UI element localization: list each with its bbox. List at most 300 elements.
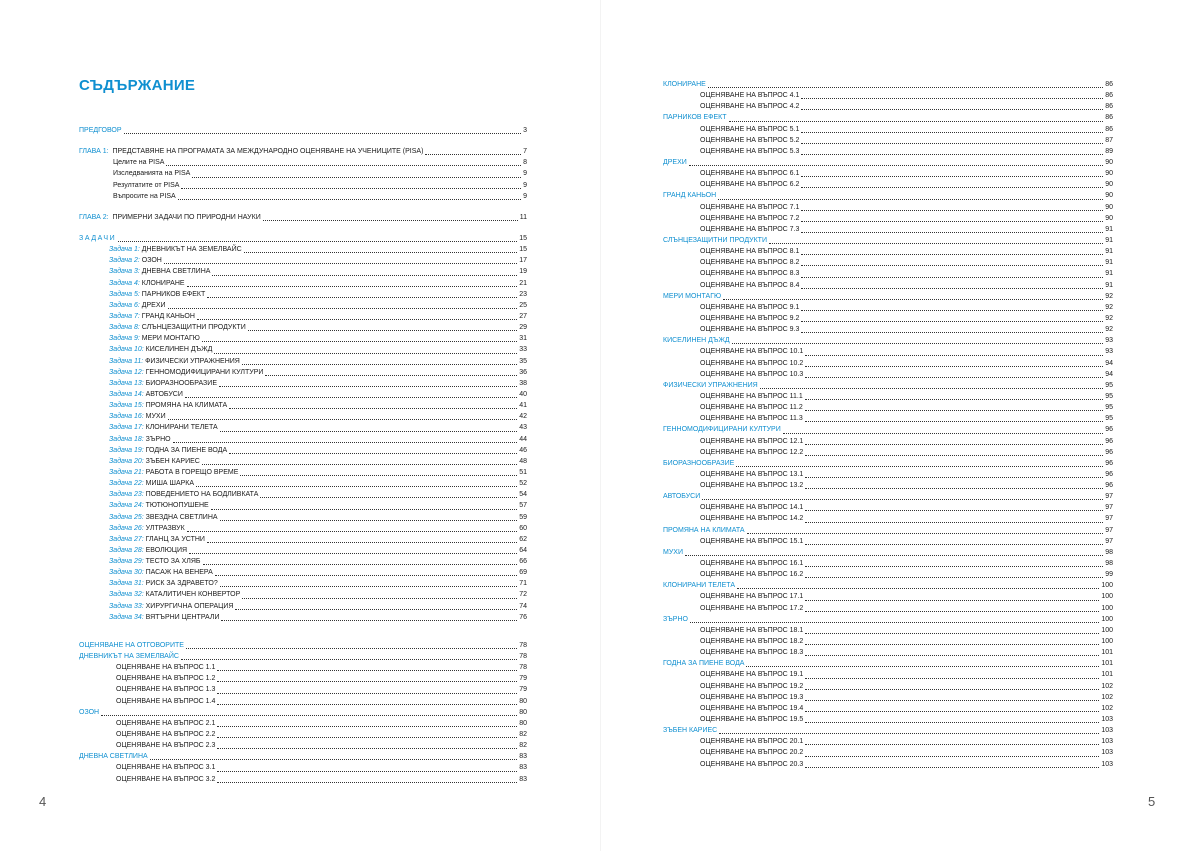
toc-entry-scoring-group[interactable]: [663, 725, 1113, 736]
task-prefix: Задача 2:: [109, 257, 140, 265]
toc-page-number: 8: [523, 159, 527, 167]
dot-leader: [229, 407, 517, 409]
toc-entry-label: ОЦЕНЯВАНЕ НА ВЪПРОС 5.3: [700, 147, 800, 155]
toc-entry-scoring-group[interactable]: [663, 79, 1113, 90]
task-prefix: Задача 1:: [109, 246, 140, 254]
toc-entry-label-group: [113, 191, 176, 202]
toc-entry-task[interactable]: [79, 512, 527, 523]
dot-leader: [801, 320, 1103, 322]
toc-entry-label-group: [663, 380, 758, 391]
toc-entry-task[interactable]: [79, 422, 527, 433]
toc-entry-label-group: [700, 135, 799, 146]
toc-entry-task[interactable]: [79, 344, 527, 355]
dot-leader: [737, 587, 1099, 589]
toc-entry-scoring-group[interactable]: [663, 291, 1113, 302]
toc-page-number: 25: [519, 301, 527, 309]
toc-entry-label-group: [700, 747, 803, 758]
toc-entry-scoring-question[interactable]: [663, 703, 1113, 714]
toc-entry-scoring-question[interactable]: [79, 684, 527, 695]
task-prefix: Задача 15:: [109, 402, 144, 410]
toc-entry-scoring-question[interactable]: [663, 101, 1113, 112]
dot-leader: [217, 770, 517, 772]
toc-entry-label: ПОВЕДЕНИЕТО НА БОДЛИВКАТА: [145, 491, 259, 499]
toc-entry-label-group: [700, 603, 803, 614]
toc-entry-scoring-question[interactable]: [663, 90, 1113, 101]
toc-page-number: 31: [519, 335, 527, 343]
task-prefix: Задача 22:: [109, 480, 144, 488]
toc-entry-scoring-group[interactable]: [663, 190, 1113, 201]
toc-entry-task[interactable]: [79, 523, 527, 534]
toc-entry-task[interactable]: [79, 311, 527, 322]
toc-entry-task[interactable]: [79, 255, 527, 266]
toc-entry-label: ОЦЕНЯВАНЕ НА ВЪПРОС 10.3: [700, 370, 804, 378]
toc-entry-scoring-question[interactable]: [663, 647, 1113, 658]
toc-entry-scoring-question[interactable]: [663, 681, 1113, 692]
toc-entry-label-group: [109, 467, 238, 478]
toc-entry-label: Целите на PISA: [113, 159, 165, 167]
toc-entry-scoring-question[interactable]: [663, 369, 1113, 380]
toc-entry-label-group: [663, 79, 706, 90]
toc-entry-label-group: [663, 235, 767, 246]
toc-page-number: 97: [1105, 526, 1113, 534]
left-scoring-groups: [79, 651, 527, 785]
toc-entry-task[interactable]: [79, 322, 527, 333]
toc-entry-task[interactable]: [79, 244, 527, 255]
toc-entry-label: ОЦЕНЯВАНЕ НА ВЪПРОС 17.2: [700, 604, 804, 612]
task-prefix: Задача 33:: [109, 602, 144, 610]
toc-entry-label: ОЦЕНЯВАНЕ НА ВЪПРОС 18.3: [700, 649, 804, 657]
toc-entry-label-group: [700, 101, 799, 112]
toc-page-number: 72: [519, 591, 527, 599]
dot-leader: [805, 721, 1099, 723]
toc-page-number: 7: [523, 148, 527, 156]
dot-leader: [173, 441, 518, 443]
toc-entry-scoring-question[interactable]: [663, 480, 1113, 491]
task-prefix: Задача 3:: [109, 268, 140, 276]
dot-leader: [729, 120, 1104, 122]
toc-page-number: 93: [1105, 337, 1113, 345]
dot-leader: [732, 342, 1104, 344]
toc-entry-chapter-1-item[interactable]: [79, 157, 527, 168]
toc-entry-scoring-question[interactable]: [663, 146, 1113, 157]
dot-leader: [263, 219, 518, 221]
toc-entry-label-group: [700, 714, 803, 725]
toc-entry-task[interactable]: [79, 478, 527, 489]
toc-entry-label: ПРЕДГОВОР: [79, 127, 122, 134]
toc-entry-scoring-group[interactable]: [663, 658, 1113, 669]
toc-entry-task[interactable]: [79, 367, 527, 378]
dot-leader: [221, 619, 517, 621]
toc-entry-scoring-group[interactable]: [79, 751, 527, 762]
dot-leader: [805, 565, 1103, 567]
toc-entry-scoring-question[interactable]: [663, 358, 1113, 369]
toc-entry-task[interactable]: [79, 300, 527, 311]
dot-leader: [215, 574, 517, 576]
toc-entry-label: ОЦЕНЯВАНЕ НА ВЪПРОС 14.1: [700, 504, 804, 512]
toc-page-number: 101: [1101, 649, 1113, 657]
dot-leader: [805, 409, 1103, 411]
toc-entry-label-group: [700, 213, 799, 224]
toc-entry-label-group: [109, 534, 205, 545]
toc-entry-label: ОЦЕНЯВАНЕ НА ВЪПРОС 15.1: [700, 537, 804, 545]
dot-leader: [805, 688, 1099, 690]
toc-entry-scoring-group[interactable]: [663, 491, 1113, 502]
dot-leader: [217, 680, 517, 682]
toc-entry-label-group: [79, 751, 148, 762]
dot-leader: [805, 454, 1103, 456]
toc-entry-label-group: [700, 625, 803, 636]
dot-leader: [187, 285, 518, 287]
toc-entry-scoring-question[interactable]: [79, 740, 527, 751]
toc-entry-scoring-question[interactable]: [663, 625, 1113, 636]
toc-entry-scoring-question[interactable]: [663, 502, 1113, 513]
task-prefix: Задача 21:: [109, 468, 144, 476]
toc-entry-chapter-1[interactable]: [79, 146, 527, 157]
toc-entry-label: БИОРАЗНООБРАЗИЕ: [145, 379, 217, 387]
toc-entry-label-group: [700, 759, 803, 770]
toc-entry-scoring-question[interactable]: [663, 513, 1113, 524]
toc-entry-label-group: [700, 124, 799, 135]
toc-entry-scoring-question[interactable]: [663, 436, 1113, 447]
toc-page-number: 17: [519, 257, 527, 265]
dot-leader: [805, 365, 1103, 367]
dot-leader: [805, 476, 1103, 478]
toc-page-number: 83: [519, 753, 527, 761]
toc-entry-scoring-group[interactable]: [79, 651, 527, 662]
toc-entry-label: ДНЕВНА СВЕТЛИНА: [141, 268, 211, 276]
toc-entry-scoring-question[interactable]: [663, 246, 1113, 257]
toc-entry-scoring-group[interactable]: [663, 547, 1113, 558]
toc-entry-scoring-question[interactable]: [79, 673, 527, 684]
toc-entry-scoring-question[interactable]: [663, 536, 1113, 547]
task-prefix: Задача 10:: [109, 346, 144, 354]
toc-entry-label: ОЦЕНЯВАНЕ НА ВЪПРОС 1.4: [116, 697, 216, 705]
toc-entry-label: БИОРАЗНООБРАЗИЕ: [663, 459, 735, 467]
toc-entry-task[interactable]: [79, 445, 527, 456]
toc-page-number: 98: [1105, 560, 1113, 568]
toc-entry-scoring-group[interactable]: [663, 380, 1113, 391]
page-title: СЪДЪРЖАНИЕ: [79, 77, 196, 94]
toc-entry-label-group: [109, 300, 166, 311]
toc-page-number: 96: [1105, 437, 1113, 445]
toc-entry-scoring-group[interactable]: [663, 458, 1113, 469]
toc-entry-scoring-question[interactable]: [663, 591, 1113, 602]
toc-entry-scoring-question[interactable]: [663, 603, 1113, 614]
dot-leader: [805, 755, 1099, 757]
toc-entry-label-group: [663, 458, 734, 469]
task-prefix: Задача 32:: [109, 591, 144, 599]
dot-leader: [217, 736, 517, 738]
toc-entry-label-group: [663, 658, 744, 669]
toc-entry-task[interactable]: [79, 333, 527, 344]
task-prefix: Задача 11:: [109, 357, 144, 365]
toc-entry-label: КАТАЛИТИЧЕН КОНВЕРТОР: [145, 591, 241, 599]
toc-entry-scoring-question[interactable]: [663, 636, 1113, 647]
toc-entry-label: ОЦЕНЯВАНЕ НА ВЪПРОС 19.4: [700, 704, 804, 712]
toc-entry-label-group: [700, 179, 799, 190]
toc-entry-label: ЗЪРНО: [663, 615, 688, 623]
toc-entry-label: ОЦЕНЯВАНЕ НА ВЪПРОС 13.2: [700, 482, 804, 490]
toc-entry-task[interactable]: [79, 467, 527, 478]
toc-entry-scoring-question[interactable]: [79, 662, 527, 673]
toc-entry-task[interactable]: [79, 356, 527, 367]
dot-leader: [240, 474, 517, 476]
toc-entry-scoring-question[interactable]: [663, 469, 1113, 480]
toc-entry-label-group: [663, 190, 716, 201]
dot-leader: [150, 758, 518, 760]
dot-leader: [783, 432, 1103, 434]
toc-entry-label: ГЛАНЦ ЗА УСТНИ: [145, 535, 205, 543]
toc-entry-label-group: [700, 168, 799, 179]
toc-entry-task[interactable]: [79, 400, 527, 411]
toc-entry-task[interactable]: [79, 567, 527, 578]
toc-entry-label: ЕВОЛЮЦИЯ: [145, 546, 188, 554]
toc-entry-scoring-question[interactable]: [663, 213, 1113, 224]
toc-entry-label-group: [700, 469, 803, 480]
dot-leader: [168, 418, 518, 420]
toc-entry-scoring-question[interactable]: [663, 747, 1113, 758]
toc-entry-label: ПРОМЯНА НА КЛИМАТА: [145, 402, 228, 410]
toc-entry-label-group: [663, 580, 735, 591]
toc-entry-task[interactable]: [79, 545, 527, 556]
toc-entry-scoring-question[interactable]: [79, 729, 527, 740]
toc-entry-preface[interactable]: [79, 125, 527, 136]
toc-entry-label-group: [109, 255, 162, 266]
task-prefix: Задача 17:: [109, 424, 144, 432]
toc-page-number: 97: [1105, 504, 1113, 512]
toc-entry-scoring-question[interactable]: [663, 224, 1113, 235]
toc-entry-scoring-question[interactable]: [663, 302, 1113, 313]
toc-entry-scoring-group[interactable]: [663, 112, 1113, 123]
toc-page-number: 82: [519, 731, 527, 739]
toc-page-number: 69: [519, 569, 527, 577]
toc-entry-label: ГЕННОМОДИФИЦИРАНИ КУЛТУРИ: [145, 368, 264, 376]
dot-leader: [217, 703, 517, 705]
toc-page-number: 91: [1105, 259, 1113, 267]
toc-page-number: 29: [519, 324, 527, 332]
toc-entry-scoring-question[interactable]: [663, 391, 1113, 402]
toc-page-number: 54: [519, 491, 527, 499]
toc-entry-task[interactable]: [79, 500, 527, 511]
toc-entry-scoring-question[interactable]: [663, 759, 1113, 770]
toc-entry-label-group: [116, 718, 215, 729]
dot-leader: [181, 187, 521, 189]
dot-leader: [197, 318, 517, 320]
toc-entry-scoring-group[interactable]: [663, 424, 1113, 435]
toc-entry-label-group: [116, 684, 215, 695]
toc-entry-scoring-question[interactable]: [663, 257, 1113, 268]
toc-entry-task[interactable]: [79, 389, 527, 400]
dot-leader: [805, 509, 1103, 511]
toc-entry-scoring-question[interactable]: [663, 447, 1113, 458]
toc-entry-scoring-question[interactable]: [79, 696, 527, 707]
toc-entry-scoring-question[interactable]: [79, 718, 527, 729]
toc-entry-task[interactable]: [79, 589, 527, 600]
toc-entry-scoring-question[interactable]: [663, 202, 1113, 213]
toc-entry-scoring-question[interactable]: [79, 762, 527, 773]
toc-page-number: 98: [1105, 548, 1113, 556]
toc-entry-chapter-1-item[interactable]: [79, 168, 527, 179]
toc-page-number: 23: [519, 290, 527, 298]
toc-entry-scoring-group[interactable]: [79, 707, 527, 718]
toc-entry-scoring-question[interactable]: [663, 168, 1113, 179]
toc-entry-label-group: [700, 736, 803, 747]
toc-entry-scoring-group[interactable]: [663, 614, 1113, 625]
toc-entry-label: ОЦЕНЯВАНЕ НА ВЪПРОС 4.1: [700, 92, 800, 100]
toc-entry-scoring-question[interactable]: [663, 324, 1113, 335]
toc-entry-scoring-question[interactable]: [663, 569, 1113, 580]
toc-entry-label-group: [109, 411, 166, 422]
toc-entry-label: ОЦЕНЯВАНЕ НА ВЪПРОС 1.3: [116, 686, 216, 694]
toc-entry-scoring-group[interactable]: [663, 580, 1113, 591]
toc-entry-label-group: [116, 774, 215, 785]
toc-entry-task[interactable]: [79, 578, 527, 589]
toc-entry-label: ОЦЕНЯВАНЕ НА ВЪПРОС 8.3: [700, 270, 800, 278]
toc-entry-scoring-question[interactable]: [79, 774, 527, 785]
toc-entry-label-group: [116, 729, 215, 740]
spacer: [79, 136, 527, 146]
dot-leader: [760, 387, 1103, 389]
toc-entry-label: ОЦЕНЯВАНЕ НА ВЪПРОС 8.4: [700, 281, 800, 289]
toc-page-number: 90: [1105, 158, 1113, 166]
toc-entry-scoring-question[interactable]: [663, 346, 1113, 357]
page-number-right: 5: [1148, 794, 1156, 809]
dot-leader: [229, 452, 517, 454]
dot-leader: [805, 354, 1103, 356]
toc-page-number: 95: [1105, 381, 1113, 389]
toc-entry-scoring-group[interactable]: [663, 157, 1113, 168]
toc-entry-scoring-group[interactable]: [663, 525, 1113, 536]
toc-entry-label-group: [700, 436, 803, 447]
toc-entry-chapter-2[interactable]: [79, 212, 527, 223]
toc-entry-task[interactable]: [79, 434, 527, 445]
toc-entry-label-group: [109, 456, 200, 467]
task-prefix: Задача 29:: [109, 558, 144, 566]
task-prefix: Задача 5:: [109, 290, 140, 298]
dot-leader: [186, 647, 517, 649]
toc-page-number: 79: [519, 686, 527, 694]
toc-page-number: 76: [519, 613, 527, 621]
toc-entry-task[interactable]: [79, 266, 527, 277]
toc-entry-tasks[interactable]: [79, 233, 527, 244]
toc-entry-chapter-1-item[interactable]: [79, 191, 527, 202]
toc-entry-task[interactable]: [79, 556, 527, 567]
toc-page-number: 52: [519, 480, 527, 488]
toc-entry-label-group: [700, 280, 799, 291]
dot-leader: [164, 262, 517, 264]
toc-entry-label-group: [700, 358, 803, 369]
toc-entry-label: ОЦЕНЯВАНЕ НА ВЪПРОС 2.1: [116, 719, 216, 727]
dot-leader: [805, 643, 1099, 645]
dot-leader: [805, 610, 1099, 612]
toc-page-number: 78: [519, 664, 527, 672]
toc-entry-scoring-question[interactable]: [663, 669, 1113, 680]
dot-leader: [211, 508, 517, 510]
toc-entry-label: ОЦЕНЯВАНЕ НА ВЪПРОС 16.2: [700, 571, 804, 579]
toc-page-number: 96: [1105, 482, 1113, 490]
toc-entry-scoring-question[interactable]: [663, 179, 1113, 190]
toc-entry-task[interactable]: [79, 456, 527, 467]
toc-entry-task[interactable]: [79, 411, 527, 422]
toc-page-number: 95: [1105, 415, 1113, 423]
dot-leader: [702, 498, 1103, 500]
toc-entry-task[interactable]: [79, 289, 527, 300]
dot-leader: [801, 331, 1103, 333]
dot-leader: [178, 198, 521, 200]
toc-page-number: 95: [1105, 392, 1113, 400]
toc-entry-label: ОЦЕНЯВАНЕ НА ВЪПРОС 12.1: [700, 437, 804, 445]
toc-entry-label: ПРИМЕРНИ ЗАДАЧИ ПО ПРИРОДНИ НАУКИ: [112, 213, 261, 221]
toc-page-number: 91: [1105, 270, 1113, 278]
dot-leader: [805, 420, 1103, 422]
toc-entry-scoring-question[interactable]: [663, 714, 1113, 725]
toc-entry-task[interactable]: [79, 612, 527, 623]
toc-entry-label-group: [663, 335, 730, 346]
toc-entry-scoring[interactable]: [79, 640, 527, 651]
dot-leader: [242, 363, 517, 365]
toc-entry-scoring-question[interactable]: [663, 413, 1113, 424]
dot-leader: [220, 519, 518, 521]
toc-entry-task[interactable]: [79, 534, 527, 545]
toc-entry-scoring-question[interactable]: [663, 135, 1113, 146]
dot-leader: [801, 276, 1103, 278]
toc-entry-scoring-question[interactable]: [663, 558, 1113, 569]
toc-entry-label: КЛОНИРАНЕ: [663, 81, 706, 88]
toc-entry-chapter-1-item[interactable]: [79, 180, 527, 191]
task-prefix: Задача 30:: [109, 569, 144, 577]
toc-entry-label: ЗЪРНО: [145, 435, 171, 443]
toc-entry-label-group: [663, 547, 683, 558]
toc-entry-task[interactable]: [79, 489, 527, 500]
toc-page-number: 79: [519, 675, 527, 683]
toc-entry-label-group: [116, 673, 215, 684]
toc-entry-scoring-question[interactable]: [663, 402, 1113, 413]
toc-entry-scoring-group[interactable]: [663, 335, 1113, 346]
toc-entry-task[interactable]: [79, 601, 527, 612]
toc-entry-label: ПАРНИКОВ ЕФЕКТ: [663, 114, 727, 122]
dot-leader: [801, 153, 1103, 155]
toc-entry-label: ГЕННОМОДИФИЦИРАНИ КУЛТУРИ: [663, 426, 781, 434]
toc-entry-scoring-question[interactable]: [663, 313, 1113, 324]
toc-page-number: 103: [1101, 716, 1113, 724]
toc-entry-label-group: [109, 344, 212, 355]
dot-leader: [689, 164, 1103, 166]
toc-entry-scoring-question[interactable]: [663, 736, 1113, 747]
toc-entry-label-group: [700, 369, 803, 380]
toc-entry-label-group: [109, 389, 183, 400]
toc-page-number: 96: [1105, 448, 1113, 456]
toc-entry-scoring-question[interactable]: [663, 692, 1113, 703]
task-prefix: Задача 19:: [109, 446, 144, 454]
toc-page-number: 66: [519, 558, 527, 566]
toc-entry-label-group: [109, 400, 227, 411]
toc-entry-task[interactable]: [79, 278, 527, 289]
toc-page-number: 62: [519, 535, 527, 543]
toc-entry-scoring-question[interactable]: [663, 268, 1113, 279]
toc-entry-label-group: [109, 266, 210, 277]
toc-entry-task[interactable]: [79, 378, 527, 389]
toc-entry-label-group: [700, 346, 803, 357]
toc-entry-label: РИСК ЗА ЗДРАВЕТО?: [145, 580, 218, 588]
toc-entry-label: ЗЪБЕН КАРИЕС: [145, 457, 200, 465]
toc-entry-label: ОЦЕНЯВАНЕ НА ВЪПРОС 2.2: [116, 731, 216, 739]
toc-entry-scoring-question[interactable]: [663, 124, 1113, 135]
task-prefix: Задача 18:: [109, 435, 144, 443]
toc-entry-label-group: [109, 311, 195, 322]
toc-page-number: 95: [1105, 404, 1113, 412]
toc-entry-scoring-group[interactable]: [663, 235, 1113, 246]
toc-entry-scoring-question[interactable]: [663, 280, 1113, 291]
